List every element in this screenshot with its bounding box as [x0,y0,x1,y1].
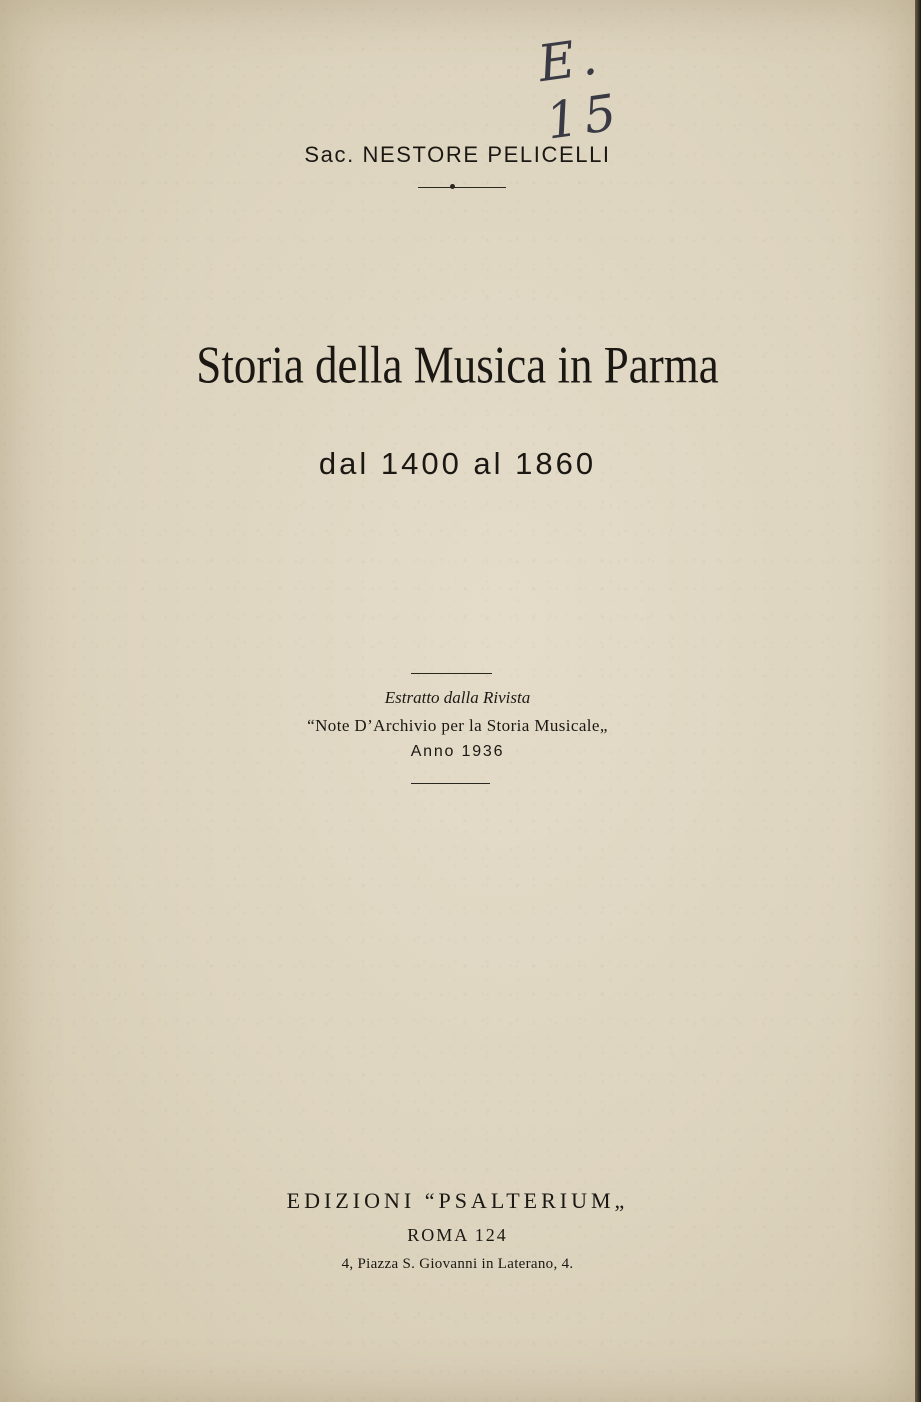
extract-line-1: Estratto dalla Rivista [384,688,531,707]
extract-journal-name: “Note D’Archivio per la Storia Musicale„ [307,716,608,735]
publisher-address: 4, Piazza S. Giovanni in Laterano, 4. [341,1256,574,1272]
handwritten-mark-text: E. 15 [534,26,626,151]
author-name: Sac. NESTORE PELICELLI [304,142,611,167]
extract-top-divider [411,673,492,674]
divider-ornament [450,184,455,189]
book-title: Storia della Musica in Parma [196,335,719,395]
author-divider [418,187,506,188]
publisher-city: ROMA 124 [407,1225,508,1245]
page-edge [915,0,921,1402]
extract-year: Anno 1936 [410,743,505,760]
book-subtitle: dal 1400 al 1860 [318,446,597,481]
extract-bottom-divider [411,783,490,784]
publisher-name: EDIZIONI “PSALTERIUM„ [286,1188,629,1213]
